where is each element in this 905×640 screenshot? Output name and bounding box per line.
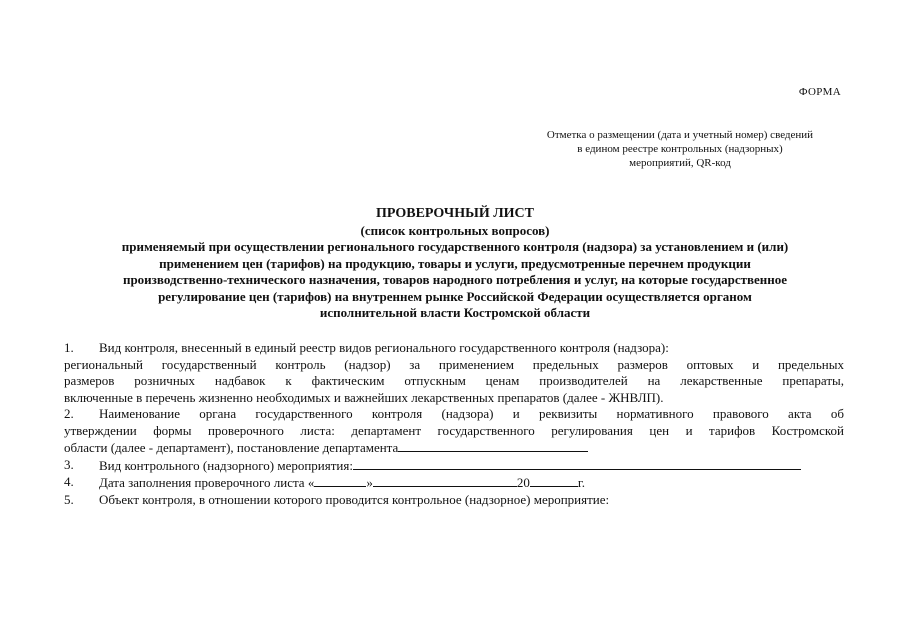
item-3-text — [99, 457, 844, 475]
month-blank-field[interactable] — [373, 474, 517, 487]
decree-blank-field[interactable] — [398, 439, 588, 452]
document-heading — [50, 206, 860, 322]
item-2-header — [64, 406, 844, 423]
item-4 — [64, 474, 844, 492]
item-number: 1. — [64, 340, 74, 355]
heading-line: производственно-технического назначения, товаров народного потребления и услуг, на которые государственное — [122, 272, 788, 287]
item-number: 4. — [64, 474, 74, 489]
document-title: ПРОВЕРОЧНЫЙ ЛИСТ — [375, 206, 534, 221]
item-1-text: Вид контроля, внесенный в единый реестр видов регионального государственного контроля (надзора): — [99, 340, 669, 355]
item-1-line: размеров розничных надбавок к фактическим отпускным ценам производителей на лекарственные препараты, — [64, 373, 844, 388]
date-suffix: г. — [577, 475, 585, 490]
registry-note-line: в едином реестре контрольных (надзорных) — [577, 143, 783, 155]
item-1-header — [64, 340, 844, 357]
item-5 — [64, 492, 844, 509]
item-5-text: Объект контроля, в отношении которого проводится контрольное (надзорное) мероприятие: — [99, 491, 610, 507]
document-subtitle: (список контрольных вопросов) — [360, 222, 550, 238]
heading-line: применением цен (тарифов) на продукцию, товары и услуги, предусмотренные перечнем продукции — [159, 255, 751, 271]
registry-note-line: мероприятий, QR-код — [629, 157, 731, 169]
item-3 — [64, 457, 844, 475]
heading-line: исполнительной власти Костромской области — [319, 305, 591, 320]
registry-note-line: Отметка о размещении (дата и учетный номер) сведений — [546, 129, 814, 141]
heading-line: регулирование цен (тарифов) на внутреннем рынке Российской Федерации осуществляется органом — [158, 288, 752, 304]
item-1-line: включенные в перечень жизненно необходимых и важнейших лекарственных препаратов (далее - ЖНВЛП). — [64, 389, 664, 405]
item-number: 2. — [64, 406, 74, 421]
date-quote-close: » — [366, 475, 373, 490]
day-blank-field[interactable] — [314, 474, 366, 487]
item-2-line-text: области (далее - департамент), постановление департамента — [64, 440, 399, 455]
item-2-line — [64, 439, 844, 457]
year-blank-field[interactable] — [530, 474, 578, 487]
item-number: 5. — [64, 491, 74, 507]
item-3-label: Вид контрольного (надзорного) мероприятия: — [99, 457, 353, 473]
heading-line: применяемый при осуществлении регионального государственного контроля (надзора) за установлением и (или) — [121, 239, 789, 254]
date-prefix: Дата заполнения проверочного листа « — [99, 475, 315, 490]
form-label: ФОРМА — [798, 86, 841, 98]
item-2-text: Наименование органа государственного контроля (надзора) и реквизиты нормативного правового акта об — [99, 406, 844, 421]
item-number: 3. — [64, 456, 74, 472]
document-body — [64, 340, 844, 508]
item-1-line: региональный государственный контроль (надзор) за применением предельных размеров оптовых и предельных — [64, 356, 844, 372]
item-4-text — [99, 474, 844, 492]
item-2-line: утверждении формы проверочного листа: департамент государственного регулирования цен и тарифов Костромской — [64, 422, 844, 438]
event-type-blank-field[interactable] — [353, 457, 801, 470]
registry-note — [520, 128, 840, 170]
date-year-prefix: 20 — [516, 475, 530, 490]
